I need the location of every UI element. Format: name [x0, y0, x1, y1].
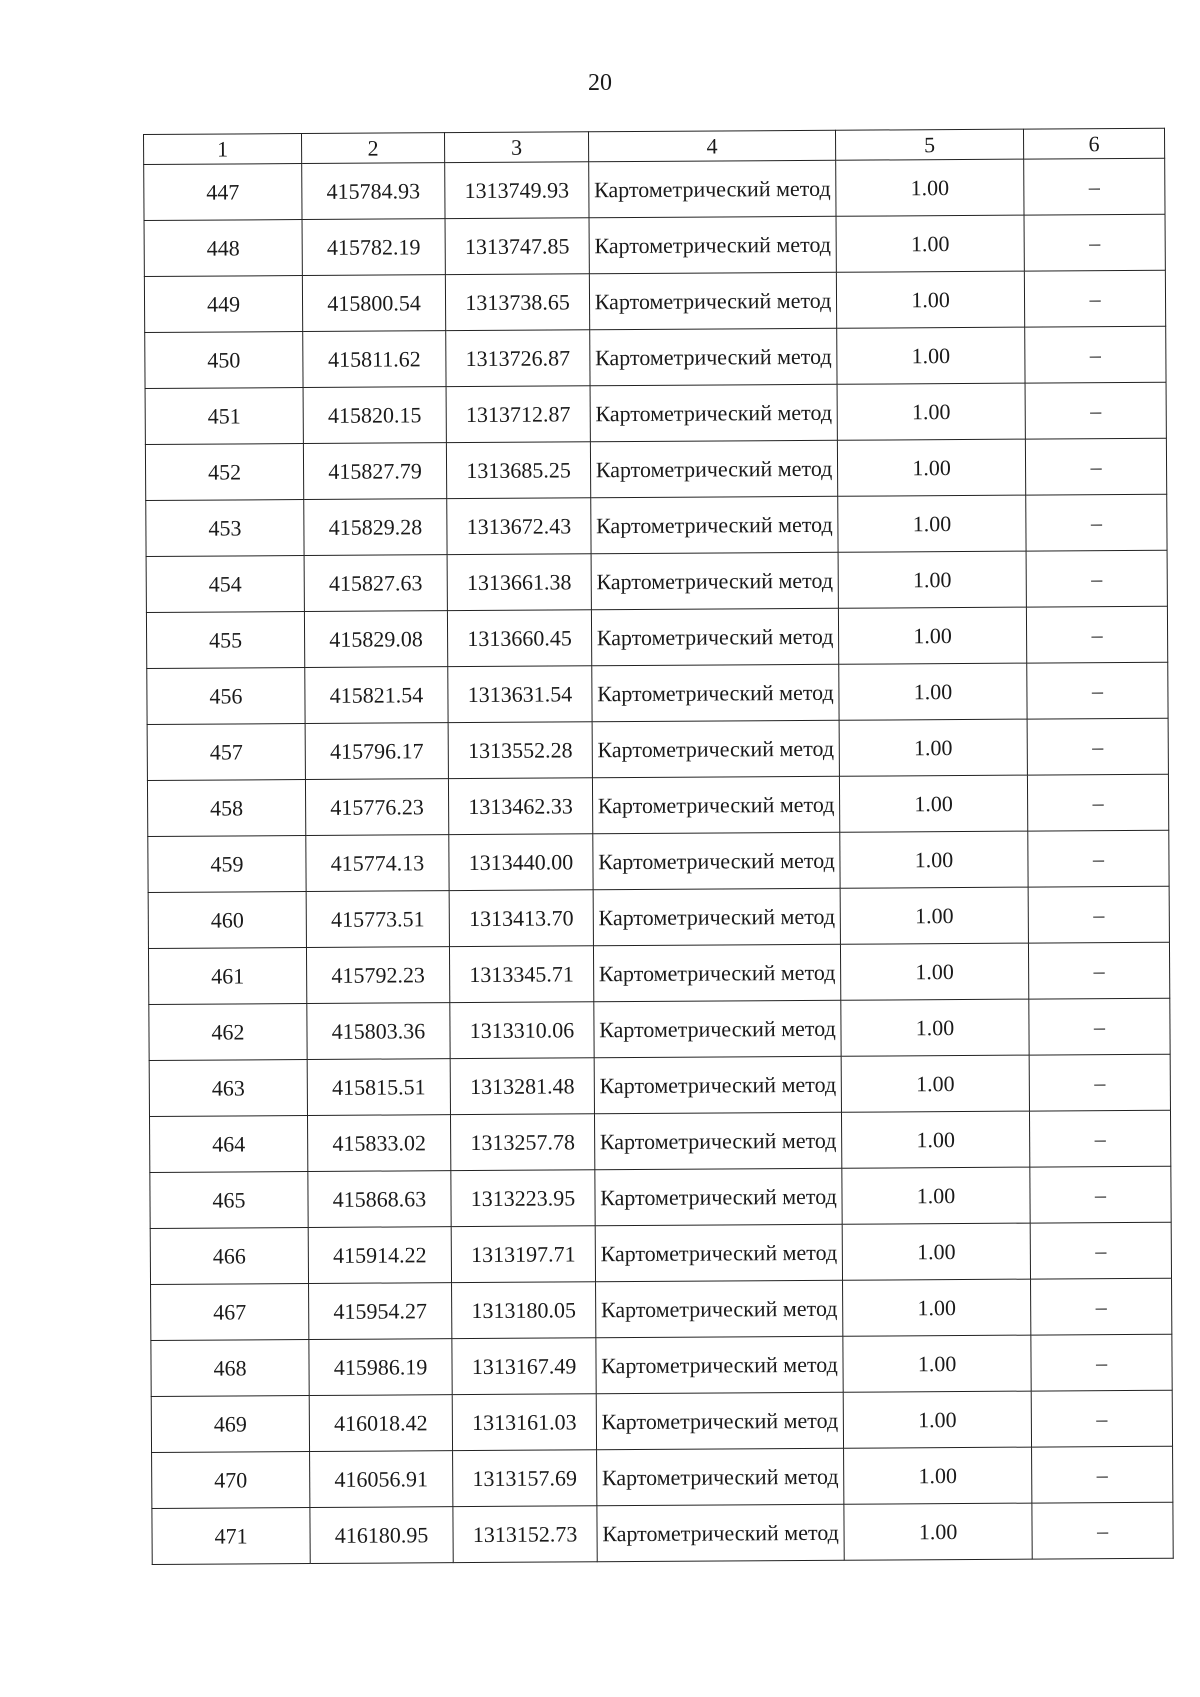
coordinates-table — [143, 128, 1174, 1565]
point-number-cell: 462 — [149, 1004, 307, 1061]
method-cell: Картометрический метод — [597, 1504, 844, 1562]
y-coordinate-cell: 1313672.43 — [447, 498, 591, 555]
x-coordinate-cell: 415774.13 — [306, 835, 449, 892]
accuracy-cell: 1.00 — [839, 775, 1027, 832]
method-cell: Картометрический метод — [589, 216, 836, 274]
table-row — [144, 158, 1165, 220]
accuracy-cell: 1.00 — [836, 215, 1024, 272]
method-cell: Картометрический метод — [596, 1280, 843, 1338]
column-header-5: 5 — [835, 129, 1023, 160]
y-coordinate-cell: 1313310.06 — [450, 1002, 594, 1059]
table-row — [145, 326, 1166, 388]
y-coordinate-cell: 1313180.05 — [452, 1282, 596, 1339]
note-cell: – — [1026, 606, 1167, 663]
note-cell: – — [1025, 382, 1166, 439]
x-coordinate-cell: 415773.51 — [306, 891, 449, 948]
table-row — [150, 1166, 1171, 1228]
point-number-cell: 469 — [151, 1396, 309, 1453]
table-row — [152, 1446, 1173, 1508]
y-coordinate-cell: 1313257.78 — [450, 1114, 594, 1171]
y-coordinate-cell: 1313167.49 — [452, 1338, 596, 1395]
accuracy-cell: 1.00 — [840, 887, 1028, 944]
column-header-1: 1 — [144, 134, 302, 165]
y-coordinate-cell: 1313161.03 — [452, 1394, 596, 1451]
note-cell: – — [1029, 1110, 1170, 1167]
method-cell: Картометрический метод — [595, 1168, 842, 1226]
x-coordinate-cell: 415868.63 — [308, 1171, 451, 1228]
method-cell: Картометрический метод — [596, 1392, 843, 1450]
point-number-cell: 458 — [147, 780, 305, 837]
accuracy-cell: 1.00 — [843, 1391, 1031, 1448]
accuracy-cell: 1.00 — [837, 383, 1025, 440]
method-cell: Картометрический метод — [589, 160, 836, 218]
y-coordinate-cell: 1313660.45 — [447, 610, 591, 667]
x-coordinate-cell: 415833.02 — [307, 1115, 450, 1172]
accuracy-cell: 1.00 — [836, 271, 1024, 328]
point-number-cell: 465 — [150, 1172, 308, 1229]
method-cell: Картометрический метод — [590, 384, 837, 442]
x-coordinate-cell: 415827.79 — [303, 443, 446, 500]
y-coordinate-cell: 1313413.70 — [449, 890, 593, 947]
note-cell: – — [1026, 550, 1167, 607]
note-cell: – — [1024, 270, 1165, 327]
note-cell: – — [1032, 1446, 1173, 1503]
point-number-cell: 468 — [151, 1340, 309, 1397]
note-cell: – — [1031, 1278, 1172, 1335]
point-number-cell: 467 — [151, 1284, 309, 1341]
method-cell: Картометрический метод — [594, 1056, 841, 1114]
note-cell: – — [1024, 158, 1165, 215]
point-number-cell: 452 — [145, 444, 303, 501]
accuracy-cell: 1.00 — [840, 831, 1028, 888]
table-row — [150, 1222, 1171, 1284]
accuracy-cell: 1.00 — [838, 607, 1026, 664]
x-coordinate-cell: 415821.54 — [305, 667, 448, 724]
column-header-6: 6 — [1023, 128, 1164, 159]
point-number-cell: 447 — [144, 164, 302, 221]
x-coordinate-cell: 415954.27 — [309, 1283, 452, 1340]
table-row — [146, 606, 1167, 668]
x-coordinate-cell: 415829.08 — [304, 611, 447, 668]
point-number-cell: 466 — [150, 1228, 308, 1285]
point-number-cell: 455 — [146, 612, 304, 669]
note-cell: – — [1027, 718, 1168, 775]
point-number-cell: 456 — [147, 668, 305, 725]
point-number-cell: 471 — [152, 1508, 310, 1565]
table-row — [148, 942, 1169, 1004]
note-cell: – — [1028, 830, 1169, 887]
method-cell: Картометрический метод — [591, 552, 838, 610]
table-row — [145, 438, 1166, 500]
x-coordinate-cell: 415815.51 — [307, 1059, 450, 1116]
point-number-cell: 470 — [152, 1452, 310, 1509]
x-coordinate-cell: 415986.19 — [309, 1339, 452, 1396]
y-coordinate-cell: 1313726.87 — [446, 330, 590, 387]
point-number-cell: 449 — [144, 276, 302, 333]
table-row — [151, 1390, 1172, 1452]
note-cell: – — [1029, 1054, 1170, 1111]
accuracy-cell: 1.00 — [843, 1279, 1031, 1336]
x-coordinate-cell: 415800.54 — [302, 275, 445, 332]
x-coordinate-cell: 415776.23 — [305, 779, 448, 836]
method-cell: Картометрический метод — [597, 1448, 844, 1506]
point-number-cell: 460 — [148, 892, 306, 949]
table-row — [148, 886, 1169, 948]
point-number-cell: 451 — [145, 388, 303, 445]
y-coordinate-cell: 1313738.65 — [445, 274, 589, 331]
y-coordinate-cell: 1313631.54 — [448, 666, 592, 723]
accuracy-cell: 1.00 — [841, 1111, 1029, 1168]
y-coordinate-cell: 1313157.69 — [453, 1450, 597, 1507]
point-number-cell: 464 — [150, 1116, 308, 1173]
y-coordinate-cell: 1313197.71 — [451, 1226, 595, 1283]
note-cell: – — [1029, 998, 1170, 1055]
x-coordinate-cell: 415803.36 — [307, 1003, 450, 1060]
point-number-cell: 463 — [149, 1060, 307, 1117]
method-cell: Картометрический метод — [592, 776, 839, 834]
table-row — [147, 662, 1168, 724]
accuracy-cell: 1.00 — [838, 551, 1026, 608]
x-coordinate-cell: 415914.22 — [308, 1227, 451, 1284]
method-cell: Картометрический метод — [591, 496, 838, 554]
table-row — [146, 550, 1167, 612]
y-coordinate-cell: 1313712.87 — [446, 386, 590, 443]
y-coordinate-cell: 1313749.93 — [445, 162, 589, 219]
table-row — [148, 830, 1169, 892]
note-cell: – — [1031, 1334, 1172, 1391]
y-coordinate-cell: 1313345.71 — [449, 946, 593, 1003]
x-coordinate-cell: 415820.15 — [303, 387, 446, 444]
accuracy-cell: 1.00 — [837, 439, 1025, 496]
table-row — [149, 998, 1170, 1060]
y-coordinate-cell: 1313223.95 — [451, 1170, 595, 1227]
note-cell: – — [1030, 1222, 1171, 1279]
column-header-4: 4 — [588, 130, 835, 162]
page-number: 20 — [588, 70, 612, 96]
note-cell: – — [1024, 214, 1165, 271]
x-coordinate-cell: 415792.23 — [306, 947, 449, 1004]
point-number-cell: 450 — [145, 332, 303, 389]
point-number-cell: 457 — [147, 724, 305, 781]
y-coordinate-cell: 1313747.85 — [445, 218, 589, 275]
y-coordinate-cell: 1313281.48 — [450, 1058, 594, 1115]
table-row — [147, 718, 1168, 780]
method-cell: Картометрический метод — [591, 608, 838, 666]
x-coordinate-cell: 415811.62 — [303, 331, 446, 388]
x-coordinate-cell: 415796.17 — [305, 723, 448, 780]
table-row — [144, 214, 1165, 276]
point-number-cell: 453 — [146, 500, 304, 557]
x-coordinate-cell: 416056.91 — [310, 1451, 453, 1508]
accuracy-cell: 1.00 — [841, 1055, 1029, 1112]
note-cell: – — [1027, 662, 1168, 719]
y-coordinate-cell: 1313661.38 — [447, 554, 591, 611]
x-coordinate-cell: 415827.63 — [304, 555, 447, 612]
accuracy-cell: 1.00 — [842, 1167, 1030, 1224]
note-cell: – — [1028, 886, 1169, 943]
note-cell: – — [1027, 774, 1168, 831]
accuracy-cell: 1.00 — [840, 943, 1028, 1000]
y-coordinate-cell: 1313552.28 — [448, 722, 592, 779]
accuracy-cell: 1.00 — [844, 1447, 1032, 1504]
method-cell: Картометрический метод — [596, 1336, 843, 1394]
accuracy-cell: 1.00 — [841, 999, 1029, 1056]
accuracy-cell: 1.00 — [836, 159, 1024, 216]
y-coordinate-cell: 1313462.33 — [448, 778, 592, 835]
note-cell: – — [1025, 326, 1166, 383]
note-cell: – — [1031, 1390, 1172, 1447]
table-row — [151, 1278, 1172, 1340]
point-number-cell: 459 — [148, 836, 306, 893]
method-cell: Картометрический метод — [595, 1224, 842, 1282]
accuracy-cell: 1.00 — [838, 495, 1026, 552]
point-number-cell: 448 — [144, 220, 302, 277]
method-cell: Картометрический метод — [593, 944, 840, 1002]
note-cell: – — [1025, 438, 1166, 495]
point-number-cell: 461 — [148, 948, 306, 1005]
method-cell: Картометрический метод — [593, 832, 840, 890]
table-row — [151, 1334, 1172, 1396]
column-header-3: 3 — [444, 132, 588, 163]
x-coordinate-cell: 415782.19 — [302, 219, 445, 276]
method-cell: Картометрический метод — [594, 1000, 841, 1058]
table-row — [145, 382, 1166, 444]
table-row — [147, 774, 1168, 836]
accuracy-cell: 1.00 — [844, 1503, 1032, 1560]
accuracy-cell: 1.00 — [843, 1335, 1031, 1392]
table-row — [144, 270, 1165, 332]
table-row — [146, 494, 1167, 556]
note-cell: – — [1026, 494, 1167, 551]
method-cell: Картометрический метод — [590, 440, 837, 498]
column-header-2: 2 — [302, 133, 445, 164]
note-cell: – — [1030, 1166, 1171, 1223]
y-coordinate-cell: 1313440.00 — [449, 834, 593, 891]
method-cell: Картометрический метод — [589, 272, 836, 330]
table-row — [149, 1054, 1170, 1116]
accuracy-cell: 1.00 — [839, 663, 1027, 720]
accuracy-cell: 1.00 — [837, 327, 1025, 384]
table-row — [150, 1110, 1171, 1172]
accuracy-cell: 1.00 — [839, 719, 1027, 776]
method-cell: Картометрический метод — [592, 720, 839, 778]
method-cell: Картометрический метод — [594, 1112, 841, 1170]
method-cell: Картометрический метод — [593, 888, 840, 946]
x-coordinate-cell: 415829.28 — [304, 499, 447, 556]
note-cell: – — [1032, 1502, 1173, 1559]
x-coordinate-cell: 416018.42 — [309, 1395, 452, 1452]
y-coordinate-cell: 1313685.25 — [446, 442, 590, 499]
x-coordinate-cell: 415784.93 — [302, 163, 445, 220]
accuracy-cell: 1.00 — [842, 1223, 1030, 1280]
method-cell: Картометрический метод — [592, 664, 839, 722]
y-coordinate-cell: 1313152.73 — [453, 1506, 597, 1563]
x-coordinate-cell: 416180.95 — [310, 1507, 453, 1564]
method-cell: Картометрический метод — [590, 328, 837, 386]
table-body — [144, 158, 1174, 1564]
note-cell: – — [1028, 942, 1169, 999]
table-row — [152, 1502, 1173, 1564]
point-number-cell: 454 — [146, 556, 304, 613]
